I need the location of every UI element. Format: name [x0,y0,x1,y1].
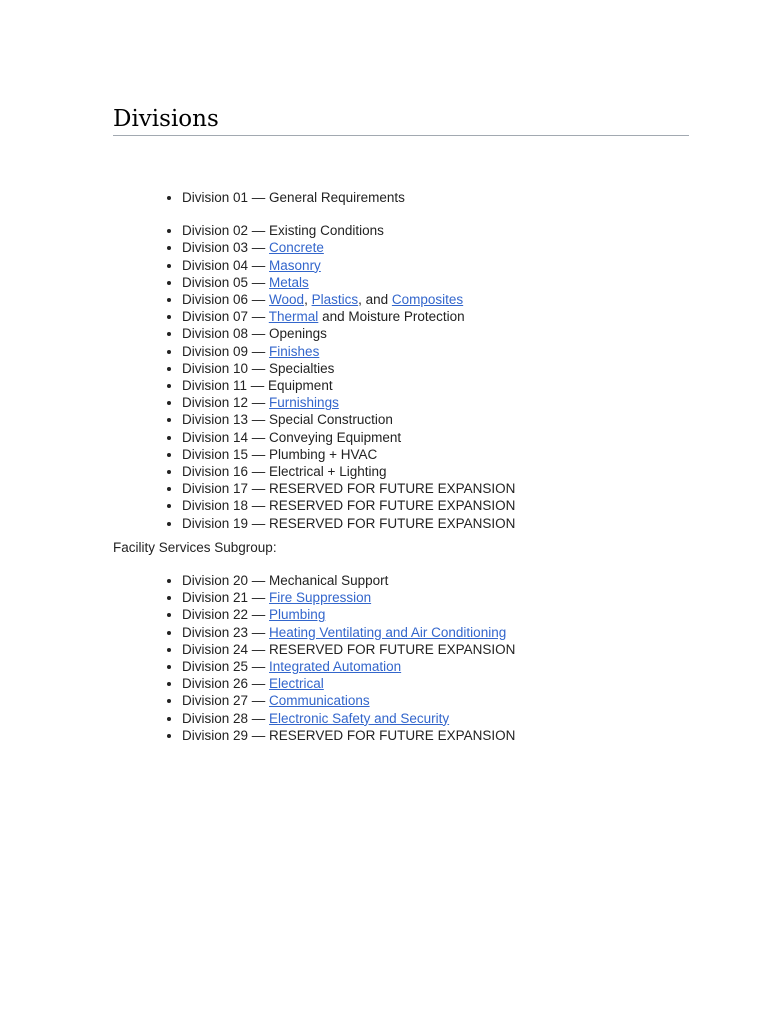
division-item [182,394,515,411]
division-item [182,727,515,744]
division-number: Division 29 — [182,727,270,743]
division-link[interactable]: Plastics [311,292,359,308]
division-number: Division 18 — [182,498,270,514]
division-link[interactable]: Furnishings [269,395,339,411]
subgroup-label: Facility Services Subgroup: [113,540,277,555]
division-number: Division 12 — [182,395,270,411]
division-text: Mechanical Support [269,573,389,588]
division-number: Division 21 — [182,590,270,606]
division-text: Openings [269,326,327,342]
division-item [182,572,515,589]
division-item [182,360,515,377]
division-item [182,692,515,709]
division-link[interactable]: Metals [269,274,309,290]
division-text: Conveying Equipment [269,429,402,445]
division-number: Division 05 — [182,274,270,290]
division-item [182,308,515,325]
division-number: Division 16 — [182,464,270,480]
division-number: Division 15 — [182,446,270,462]
division-number: Division 24 — [182,641,270,657]
division-number: Division 10 — [182,360,270,376]
division-number: Division 03 — [182,240,270,256]
division-list [162,189,515,532]
division-item [182,624,515,641]
division-text: RESERVED FOR FUTURE EXPANSION [269,641,516,657]
division-text: Existing Conditions [269,223,384,239]
division-text: RESERVED FOR FUTURE EXPANSION [269,498,516,514]
division-text: RESERVED FOR FUTURE EXPANSION [269,515,516,531]
division-item [182,480,515,497]
division-number: Division 11 — [182,378,269,394]
division-link[interactable]: Electronic Safety and Security [269,710,450,726]
division-item [182,429,515,446]
division-number: Division 22 — [182,607,270,623]
division-link[interactable]: Wood [269,292,305,308]
division-item [182,497,515,514]
division-link[interactable]: Finishes [269,343,320,359]
division-link[interactable]: Fire Suppression [269,590,372,606]
division-item [182,589,515,606]
division-text: Plumbing + HVAC [269,446,378,462]
division-item [182,675,515,692]
division-number: Division 25 — [182,659,270,675]
division-link[interactable]: Electrical [269,676,324,692]
division-number: Division 26 — [182,676,270,692]
division-number: Division 14 — [182,429,270,445]
division-text: , [304,292,312,308]
division-item [182,325,515,342]
division-link[interactable]: Integrated Automation [269,659,402,675]
division-item [182,411,515,428]
division-text: Electrical + Lighting [269,464,387,480]
division-text: RESERVED FOR FUTURE EXPANSION [269,727,516,743]
division-number: Division 19 — [182,515,270,531]
division-text: , and [358,292,392,308]
division-item [182,257,515,274]
division-item [182,291,515,308]
division-text: Special Construction [269,412,393,428]
division-number: Division 08 — [182,326,270,342]
division-link[interactable]: Thermal [268,309,319,325]
division-item [182,239,515,256]
division-number: Division 17 — [182,481,270,497]
division-link[interactable]: Composites [391,292,464,308]
division-link[interactable]: Communications [269,693,370,709]
division-text: Equipment [268,378,333,394]
division-number: Division 02 — [182,223,270,239]
division-number: Division 06 — [182,292,270,308]
division-link[interactable]: Masonry [269,257,321,273]
page-title: Divisions [113,104,689,136]
division-link[interactable]: Heating Ventilating and Air Conditioning [269,624,507,640]
division-number: Division 07 — [182,309,269,325]
division-item [182,710,515,727]
division-item [182,641,515,658]
division-item [182,274,515,291]
division-item [182,606,515,623]
division-number: Division 01 — [182,190,270,205]
division-item [182,515,515,532]
division-item [182,343,515,360]
division-number: Division 28 — [182,710,270,726]
division-item [182,446,515,463]
division-item [182,377,515,394]
division-number: Division 23 — [182,624,270,640]
division-link[interactable]: Concrete [269,240,324,256]
division-number: Division 27 — [182,693,270,709]
division-item [182,463,515,480]
division-link[interactable]: Plumbing [269,607,326,623]
division-number: Division 04 — [182,257,270,273]
division-text: and Moisture Protection [318,309,465,325]
facility-division-list [162,572,515,744]
division-item [182,222,515,239]
division-number: Division 09 — [182,343,270,359]
division-text: Specialties [269,360,335,376]
division-number: Division 13 — [182,412,270,428]
division-text: General Requirements [269,190,405,205]
division-text: RESERVED FOR FUTURE EXPANSION [269,481,516,497]
division-number: Division 20 — [182,573,270,588]
division-item [182,189,515,206]
division-item [182,658,515,675]
